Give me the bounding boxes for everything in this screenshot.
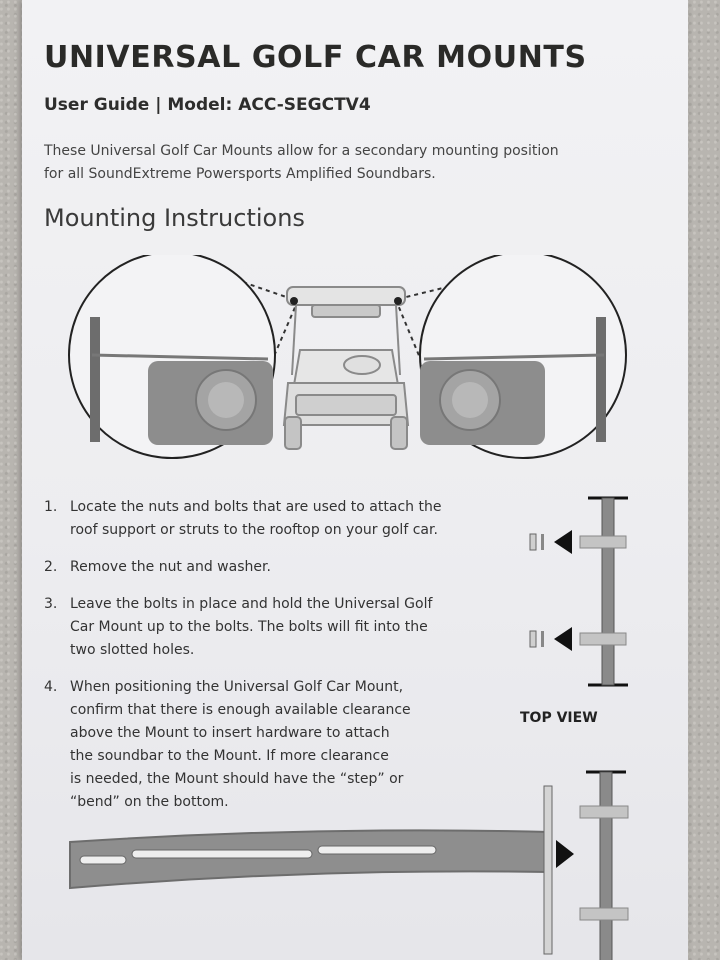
- bolt-arrow-upper: [530, 530, 572, 554]
- step-item: [44, 593, 484, 662]
- step-item: [44, 496, 484, 542]
- step-line: Remove the nut and washer.: [70, 559, 271, 575]
- step-line: roof support or struts to the rooftop on your golf car.: [70, 522, 438, 538]
- golf-car-drawing: [284, 287, 408, 449]
- step-line: above the Mount to insert hardware to attach: [70, 725, 390, 741]
- step-text: [70, 496, 441, 542]
- document-title: UNIVERSAL GOLF CAR MOUNTS: [44, 40, 587, 75]
- step-line: Locate the nuts and bolts that are used to attach the: [70, 499, 442, 515]
- step-text: [70, 556, 271, 579]
- left-detail-circle: [69, 255, 275, 458]
- intro-line: These Universal Golf Car Mounts allow for a secondary mounting position: [44, 143, 559, 159]
- step-item: [44, 556, 484, 579]
- step-line: “bend” on the bottom.: [70, 794, 229, 810]
- step-text: [70, 593, 432, 662]
- step-line: Leave the bolts in place and hold the Universal Golf: [70, 596, 433, 612]
- step-line: the soundbar to the Mount. If more clearance: [70, 748, 389, 764]
- intro-line: for all SoundExtreme Powersports Amplified Soundbars.: [44, 166, 436, 182]
- step-line: is needed, the Mount should have the “step” or: [70, 771, 404, 787]
- right-detail-circle: [420, 255, 626, 458]
- top-view-label: TOP VIEW: [520, 710, 598, 726]
- step-number: 1.: [44, 499, 58, 515]
- document-subtitle: User Guide | Model: ACC-SEGCTV4: [44, 95, 371, 115]
- step-line: two slotted holes.: [70, 642, 195, 658]
- golf-car-mount-illustration: [0, 255, 720, 485]
- top-view-diagram: [520, 492, 650, 692]
- step-number: 4.: [44, 679, 58, 695]
- mount-bracket-diagram: [60, 760, 640, 960]
- bolt-arrow-lower: [530, 627, 572, 651]
- intro-paragraph: [44, 140, 644, 186]
- step-line: When positioning the Universal Golf Car Mount,: [70, 679, 404, 695]
- step-number: 2.: [44, 559, 58, 575]
- section-heading: Mounting Instructions: [44, 204, 305, 232]
- step-line: Car Mount up to the bolts. The bolts will fit into the: [70, 619, 428, 635]
- step-line: confirm that there is enough available clearance: [70, 702, 411, 718]
- step-number: 3.: [44, 596, 58, 612]
